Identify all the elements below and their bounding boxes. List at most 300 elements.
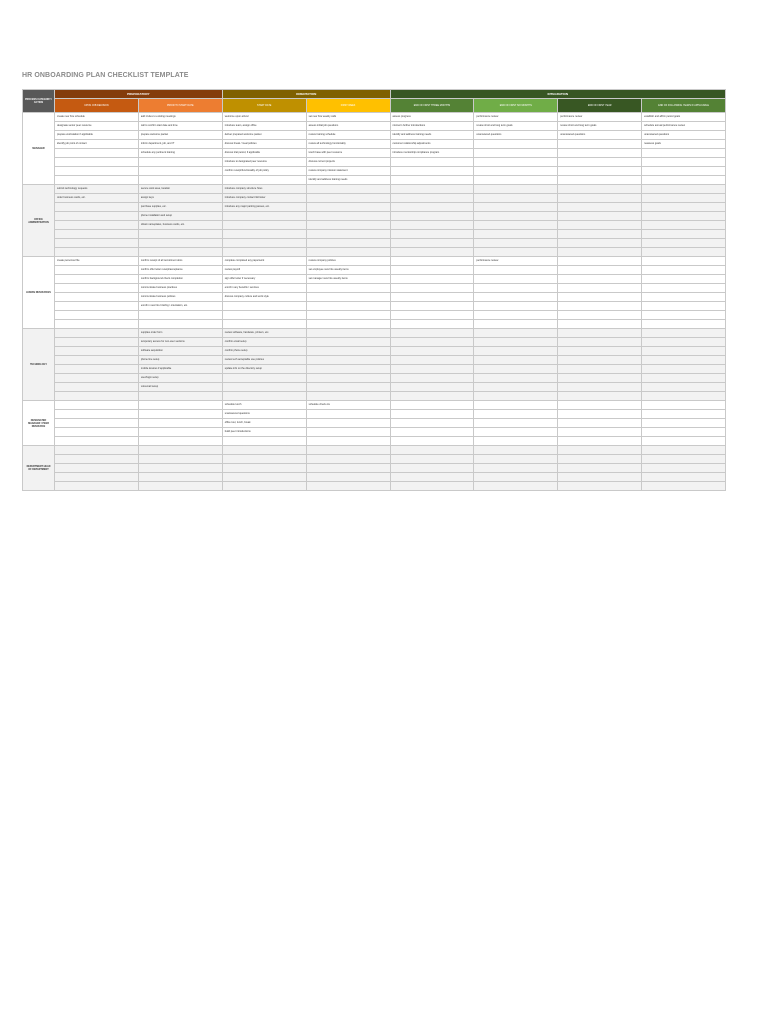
task-cell[interactable] — [474, 374, 558, 383]
task-cell[interactable]: identify and address training needs — [390, 131, 474, 140]
task-cell[interactable]: set employee new hire weekly items — [306, 266, 390, 275]
task-cell[interactable] — [642, 365, 726, 374]
task-cell[interactable] — [642, 275, 726, 284]
task-cell[interactable] — [642, 383, 726, 392]
task-cell[interactable] — [138, 482, 222, 491]
task-cell[interactable] — [558, 428, 642, 437]
task-cell[interactable]: obtain nameplates, business cards, etc. — [138, 221, 222, 230]
task-cell[interactable]: performance review — [474, 113, 558, 122]
task-cell[interactable] — [558, 293, 642, 302]
task-cell[interactable] — [474, 167, 558, 176]
task-cell[interactable] — [558, 311, 642, 320]
task-cell[interactable] — [390, 239, 474, 248]
task-cell[interactable] — [306, 383, 390, 392]
task-cell[interactable] — [474, 203, 558, 212]
task-cell[interactable]: performance review — [558, 113, 642, 122]
task-cell[interactable] — [306, 374, 390, 383]
task-cell[interactable] — [642, 203, 726, 212]
task-cell[interactable] — [642, 194, 726, 203]
task-cell[interactable]: phone line setup — [138, 356, 222, 365]
task-cell[interactable] — [642, 284, 726, 293]
task-cell[interactable] — [138, 320, 222, 329]
task-cell[interactable] — [474, 275, 558, 284]
task-cell[interactable] — [306, 284, 390, 293]
task-cell[interactable] — [138, 419, 222, 428]
task-cell[interactable] — [390, 338, 474, 347]
task-cell[interactable] — [642, 419, 726, 428]
task-cell[interactable] — [222, 176, 306, 185]
task-cell[interactable] — [474, 437, 558, 446]
task-cell[interactable]: enroll in any benefits / services — [222, 284, 306, 293]
task-cell[interactable] — [474, 212, 558, 221]
task-cell[interactable] — [222, 221, 306, 230]
task-cell[interactable] — [306, 320, 390, 329]
task-cell[interactable]: create new hire schedule — [55, 113, 139, 122]
task-cell[interactable] — [138, 410, 222, 419]
task-cell[interactable]: add invites to existing meetings — [138, 113, 222, 122]
task-cell[interactable] — [306, 428, 390, 437]
task-cell[interactable]: unanswered questions — [642, 131, 726, 140]
task-cell[interactable]: confirm offer letter receipt/acceptance — [138, 266, 222, 275]
task-cell[interactable] — [642, 257, 726, 266]
task-cell[interactable] — [474, 293, 558, 302]
task-cell[interactable]: introduce any major parking passes, etc. — [222, 203, 306, 212]
task-cell[interactable]: sign offer letter if necessary — [222, 275, 306, 284]
task-cell[interactable] — [642, 482, 726, 491]
task-cell[interactable] — [306, 212, 390, 221]
task-cell[interactable]: build peer introductions — [222, 428, 306, 437]
task-cell[interactable] — [390, 356, 474, 365]
task-cell[interactable]: communicate business practices — [138, 284, 222, 293]
task-cell[interactable] — [390, 158, 474, 167]
task-cell[interactable] — [390, 401, 474, 410]
task-cell[interactable] — [306, 230, 390, 239]
task-cell[interactable] — [390, 347, 474, 356]
task-cell[interactable] — [558, 176, 642, 185]
task-cell[interactable] — [55, 428, 139, 437]
task-cell[interactable]: inform department, job, and IT — [138, 140, 222, 149]
task-cell[interactable] — [474, 473, 558, 482]
task-cell[interactable] — [642, 149, 726, 158]
task-cell[interactable] — [558, 338, 642, 347]
task-cell[interactable] — [558, 239, 642, 248]
task-cell[interactable]: complete completed any paperwork — [222, 257, 306, 266]
task-cell[interactable] — [222, 374, 306, 383]
task-cell[interactable] — [390, 473, 474, 482]
task-cell[interactable] — [642, 158, 726, 167]
task-cell[interactable]: schedule annual performance review — [642, 122, 726, 131]
task-cell[interactable] — [558, 284, 642, 293]
task-cell[interactable] — [558, 203, 642, 212]
task-cell[interactable] — [558, 320, 642, 329]
task-cell[interactable] — [390, 320, 474, 329]
task-cell[interactable] — [390, 311, 474, 320]
task-cell[interactable] — [474, 464, 558, 473]
task-cell[interactable] — [558, 140, 642, 149]
task-cell[interactable] — [558, 392, 642, 401]
task-cell[interactable] — [55, 230, 139, 239]
task-cell[interactable] — [306, 302, 390, 311]
task-cell[interactable] — [558, 248, 642, 257]
task-cell[interactable] — [390, 176, 474, 185]
task-cell[interactable] — [558, 347, 642, 356]
task-cell[interactable]: update info on the directory setup — [222, 365, 306, 374]
task-cell[interactable] — [642, 455, 726, 464]
task-cell[interactable]: prepare workstation if applicable — [55, 131, 139, 140]
task-cell[interactable]: introduce company structure hires — [222, 185, 306, 194]
task-cell[interactable] — [390, 257, 474, 266]
task-cell[interactable] — [390, 266, 474, 275]
task-cell[interactable] — [55, 329, 139, 338]
task-cell[interactable] — [474, 158, 558, 167]
task-cell[interactable] — [474, 221, 558, 230]
task-cell[interactable]: create personnel file — [55, 257, 139, 266]
task-cell[interactable] — [642, 266, 726, 275]
task-cell[interactable] — [55, 464, 139, 473]
task-cell[interactable] — [306, 455, 390, 464]
task-cell[interactable]: discuss company culture and work style — [222, 293, 306, 302]
task-cell[interactable] — [474, 230, 558, 239]
task-cell[interactable] — [474, 419, 558, 428]
task-cell[interactable] — [642, 311, 726, 320]
task-cell[interactable] — [558, 194, 642, 203]
task-cell[interactable] — [390, 212, 474, 221]
task-cell[interactable] — [55, 419, 139, 428]
task-cell[interactable] — [642, 176, 726, 185]
task-cell[interactable] — [55, 176, 139, 185]
task-cell[interactable] — [390, 284, 474, 293]
task-cell[interactable] — [222, 482, 306, 491]
task-cell[interactable] — [474, 410, 558, 419]
task-cell[interactable] — [55, 284, 139, 293]
task-cell[interactable] — [390, 248, 474, 257]
task-cell[interactable] — [558, 437, 642, 446]
task-cell[interactable] — [138, 464, 222, 473]
task-cell[interactable] — [138, 167, 222, 176]
task-cell[interactable] — [390, 203, 474, 212]
task-cell[interactable] — [558, 446, 642, 455]
task-cell[interactable] — [55, 455, 139, 464]
task-cell[interactable] — [558, 419, 642, 428]
task-cell[interactable] — [390, 464, 474, 473]
task-cell[interactable] — [138, 392, 222, 401]
task-cell[interactable] — [55, 338, 139, 347]
task-cell[interactable] — [390, 167, 474, 176]
task-cell[interactable] — [642, 437, 726, 446]
task-cell[interactable] — [474, 356, 558, 365]
task-cell[interactable] — [306, 248, 390, 257]
task-cell[interactable]: office tour, lunch, break — [222, 419, 306, 428]
task-cell[interactable] — [222, 320, 306, 329]
task-cell[interactable] — [55, 437, 139, 446]
task-cell[interactable]: order business cards, etc. — [55, 194, 139, 203]
task-cell[interactable] — [558, 185, 642, 194]
task-cell[interactable] — [390, 410, 474, 419]
task-cell[interactable]: confirm email setup — [222, 338, 306, 347]
task-cell[interactable]: review company mission statement — [306, 167, 390, 176]
task-cell[interactable] — [138, 437, 222, 446]
task-cell[interactable]: reassess goals — [642, 140, 726, 149]
task-cell[interactable]: software acquisition — [138, 347, 222, 356]
task-cell[interactable] — [642, 293, 726, 302]
task-cell[interactable] — [390, 230, 474, 239]
task-cell[interactable]: unanswered questions — [558, 131, 642, 140]
task-cell[interactable] — [306, 446, 390, 455]
task-cell[interactable] — [390, 275, 474, 284]
task-cell[interactable] — [222, 248, 306, 257]
task-cell[interactable] — [55, 311, 139, 320]
task-cell[interactable] — [138, 473, 222, 482]
task-cell[interactable] — [55, 365, 139, 374]
task-cell[interactable] — [390, 446, 474, 455]
task-cell[interactable] — [390, 194, 474, 203]
task-cell[interactable] — [306, 437, 390, 446]
task-cell[interactable] — [474, 392, 558, 401]
task-cell[interactable]: introduce mentorship compliance program — [390, 149, 474, 158]
task-cell[interactable] — [55, 239, 139, 248]
task-cell[interactable] — [390, 437, 474, 446]
task-cell[interactable] — [474, 320, 558, 329]
task-cell[interactable] — [558, 257, 642, 266]
task-cell[interactable] — [222, 212, 306, 221]
task-cell[interactable]: mobile devices if applicable — [138, 365, 222, 374]
task-cell[interactable] — [558, 275, 642, 284]
task-cell[interactable] — [222, 392, 306, 401]
task-cell[interactable] — [306, 365, 390, 374]
task-cell[interactable] — [55, 248, 139, 257]
task-cell[interactable] — [138, 311, 222, 320]
task-cell[interactable] — [55, 392, 139, 401]
task-cell[interactable]: confirm background check completion — [138, 275, 222, 284]
task-cell[interactable] — [390, 383, 474, 392]
task-cell[interactable]: review software, hardware, printers, etc. — [222, 329, 306, 338]
task-cell[interactable] — [642, 320, 726, 329]
task-cell[interactable] — [474, 185, 558, 194]
task-cell[interactable] — [390, 428, 474, 437]
task-cell[interactable] — [390, 392, 474, 401]
task-cell[interactable]: review payroll — [222, 266, 306, 275]
task-cell[interactable] — [55, 374, 139, 383]
task-cell[interactable] — [55, 149, 139, 158]
task-cell[interactable] — [474, 149, 558, 158]
task-cell[interactable] — [390, 185, 474, 194]
task-cell[interactable] — [306, 464, 390, 473]
task-cell[interactable] — [558, 266, 642, 275]
task-cell[interactable] — [306, 293, 390, 302]
task-cell[interactable] — [306, 203, 390, 212]
task-cell[interactable]: customer relationship adjustments — [390, 140, 474, 149]
task-cell[interactable]: unanswered questions — [222, 410, 306, 419]
task-cell[interactable] — [558, 212, 642, 221]
task-cell[interactable] — [474, 446, 558, 455]
task-cell[interactable] — [138, 158, 222, 167]
task-cell[interactable] — [138, 230, 222, 239]
task-cell[interactable]: performance review — [474, 257, 558, 266]
task-cell[interactable]: designate senior peer resource — [55, 122, 139, 131]
task-cell[interactable] — [390, 302, 474, 311]
task-cell[interactable] — [558, 302, 642, 311]
task-cell[interactable] — [474, 284, 558, 293]
task-cell[interactable]: introduce team, assign office — [222, 122, 306, 131]
task-cell[interactable] — [306, 410, 390, 419]
task-cell[interactable] — [222, 464, 306, 473]
task-cell[interactable] — [642, 410, 726, 419]
task-cell[interactable]: communicate business policies — [138, 293, 222, 302]
task-cell[interactable] — [642, 329, 726, 338]
task-cell[interactable]: identify job point of contact — [55, 140, 139, 149]
task-cell[interactable] — [558, 230, 642, 239]
task-cell[interactable] — [55, 482, 139, 491]
task-cell[interactable] — [55, 293, 139, 302]
task-cell[interactable] — [474, 338, 558, 347]
task-cell[interactable] — [306, 347, 390, 356]
task-cell[interactable] — [642, 248, 726, 257]
task-cell[interactable] — [55, 167, 139, 176]
task-cell[interactable] — [642, 221, 726, 230]
task-cell[interactable] — [642, 185, 726, 194]
task-cell[interactable] — [558, 482, 642, 491]
task-cell[interactable] — [642, 167, 726, 176]
task-cell[interactable] — [55, 158, 139, 167]
task-cell[interactable] — [642, 230, 726, 239]
task-cell[interactable]: enroll in new hire briefing / orientation, etc. — [138, 302, 222, 311]
task-cell[interactable] — [306, 356, 390, 365]
task-cell[interactable] — [642, 338, 726, 347]
task-cell[interactable] — [55, 410, 139, 419]
task-cell[interactable]: discuss current projects — [306, 158, 390, 167]
task-cell[interactable] — [558, 329, 642, 338]
task-cell[interactable] — [138, 428, 222, 437]
task-cell[interactable]: phone installation and setup — [138, 212, 222, 221]
task-cell[interactable] — [474, 140, 558, 149]
task-cell[interactable] — [306, 338, 390, 347]
task-cell[interactable] — [390, 419, 474, 428]
task-cell[interactable] — [138, 239, 222, 248]
task-cell[interactable]: welcome upon arrival — [222, 113, 306, 122]
task-cell[interactable] — [55, 356, 139, 365]
task-cell[interactable] — [642, 446, 726, 455]
task-cell[interactable] — [306, 239, 390, 248]
task-cell[interactable] — [306, 311, 390, 320]
task-cell[interactable]: review training schedule — [306, 131, 390, 140]
task-cell[interactable] — [138, 446, 222, 455]
task-cell[interactable]: discuss break / meal policies — [222, 140, 306, 149]
task-cell[interactable] — [306, 473, 390, 482]
task-cell[interactable] — [474, 383, 558, 392]
task-cell[interactable] — [390, 329, 474, 338]
task-cell[interactable]: set new hire weekly calls — [306, 113, 390, 122]
task-cell[interactable] — [474, 365, 558, 374]
task-cell[interactable] — [390, 221, 474, 230]
task-cell[interactable] — [474, 176, 558, 185]
task-cell[interactable] — [642, 428, 726, 437]
task-cell[interactable]: introduce company contact list/roster — [222, 194, 306, 203]
task-cell[interactable] — [474, 194, 558, 203]
task-cell[interactable] — [222, 239, 306, 248]
task-cell[interactable] — [642, 347, 726, 356]
task-cell[interactable] — [558, 410, 642, 419]
task-cell[interactable] — [138, 401, 222, 410]
task-cell[interactable] — [306, 185, 390, 194]
task-cell[interactable] — [306, 221, 390, 230]
task-cell[interactable] — [138, 176, 222, 185]
task-cell[interactable]: touch base with peer resource — [306, 149, 390, 158]
task-cell[interactable] — [55, 347, 139, 356]
task-cell[interactable]: confirm receipt/functionality of job policy — [222, 167, 306, 176]
task-cell[interactable] — [642, 401, 726, 410]
task-cell[interactable]: assess progress — [390, 113, 474, 122]
task-cell[interactable]: confirm receipt of all recruitment docs — [138, 257, 222, 266]
task-cell[interactable] — [390, 293, 474, 302]
task-cell[interactable] — [55, 383, 139, 392]
task-cell[interactable] — [558, 455, 642, 464]
task-cell[interactable] — [558, 149, 642, 158]
task-cell[interactable]: discuss trial period, if applicable — [222, 149, 306, 158]
task-cell[interactable] — [558, 383, 642, 392]
task-cell[interactable] — [138, 248, 222, 257]
task-cell[interactable]: temporary access for non-user sections — [138, 338, 222, 347]
task-cell[interactable]: assess initial job questions — [306, 122, 390, 131]
task-cell[interactable] — [642, 212, 726, 221]
task-cell[interactable]: mid-term further introductions — [390, 122, 474, 131]
task-cell[interactable] — [474, 311, 558, 320]
task-cell[interactable] — [474, 302, 558, 311]
task-cell[interactable]: identify and address training needs — [306, 176, 390, 185]
task-cell[interactable]: unanswered questions — [474, 131, 558, 140]
task-cell[interactable] — [558, 473, 642, 482]
task-cell[interactable]: submit technology requests — [55, 185, 139, 194]
task-cell[interactable] — [306, 419, 390, 428]
task-cell[interactable]: set manager new hire weekly items — [306, 275, 390, 284]
task-cell[interactable] — [642, 356, 726, 365]
task-cell[interactable] — [55, 446, 139, 455]
task-cell[interactable] — [55, 203, 139, 212]
task-cell[interactable]: prepare welcome packet — [138, 131, 222, 140]
task-cell[interactable]: deliver prepared welcome packet — [222, 131, 306, 140]
task-cell[interactable] — [642, 392, 726, 401]
task-cell[interactable] — [558, 374, 642, 383]
task-cell[interactable] — [558, 401, 642, 410]
task-cell[interactable] — [138, 455, 222, 464]
task-cell[interactable] — [474, 248, 558, 257]
task-cell[interactable] — [306, 194, 390, 203]
task-cell[interactable] — [558, 464, 642, 473]
task-cell[interactable]: supplies order form — [138, 329, 222, 338]
task-cell[interactable] — [222, 473, 306, 482]
task-cell[interactable]: confirm phone setup — [222, 347, 306, 356]
task-cell[interactable] — [642, 473, 726, 482]
task-cell[interactable] — [55, 401, 139, 410]
task-cell[interactable]: voicemail setup — [138, 383, 222, 392]
task-cell[interactable] — [222, 437, 306, 446]
task-cell[interactable] — [390, 365, 474, 374]
task-cell[interactable]: user/login setup — [138, 374, 222, 383]
task-cell[interactable] — [642, 302, 726, 311]
task-cell[interactable] — [222, 455, 306, 464]
task-cell[interactable] — [55, 302, 139, 311]
task-cell[interactable] — [642, 374, 726, 383]
task-cell[interactable]: introduce to designated peer resource — [222, 158, 306, 167]
task-cell[interactable]: schedule check-ins — [306, 401, 390, 410]
task-cell[interactable] — [558, 167, 642, 176]
task-cell[interactable] — [222, 446, 306, 455]
task-cell[interactable] — [390, 482, 474, 491]
task-cell[interactable]: establish and affirm period goals — [642, 113, 726, 122]
task-cell[interactable] — [474, 428, 558, 437]
task-cell[interactable] — [55, 266, 139, 275]
task-cell[interactable]: review tech acceptable use policies — [222, 356, 306, 365]
task-cell[interactable]: review company policies — [306, 257, 390, 266]
